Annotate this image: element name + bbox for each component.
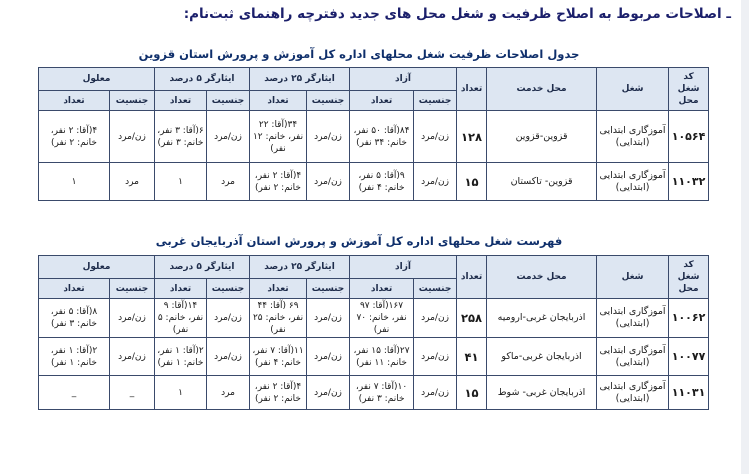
west-azarbaijan-table [38,255,709,410]
job-header: شغل [597,68,669,111]
free-gender-cell: زن/مرد [414,338,457,376]
isargar5-header: ایثارگر ۵ درصد [155,68,250,91]
isargar25-gender-cell: زن/مرد [307,376,350,410]
free-gender-cell: زن/مرد [414,111,457,163]
count-header: تعداد [457,68,487,111]
gender-subheader: جنسیت [307,91,350,111]
job-code-cell: ۱۱۰۳۲ [669,163,709,201]
isargar5-gender-cell: مرد [207,376,250,410]
disabled-gender-cell: زن/مرد [110,338,155,376]
free-gender-cell: زن/مرد [414,163,457,201]
number-subheader: تعداد [39,279,110,299]
gender-subheader: جنسیت [207,279,250,299]
job-code-cell: ۱۰۵۶۴ [669,111,709,163]
isargar5-count-cell: ۱۴(آقا: ۹ نفر، خانم: ۵ نفر) [155,299,207,338]
qazvin-capacity-table [38,67,709,201]
free-gender-cell: زن/مرد [414,376,457,410]
job-cell: آموزگاری ابتدایی (ابتدایی) [597,299,669,338]
disabled-count-cell: ۲(آقا: ۱ نفر، خانم: ۱ نفر) [39,338,110,376]
free-count-cell: ۱۶۷(آقا: ۹۷ نفر، خانم: ۷۰ نفر) [350,299,414,338]
job-code-cell: ۱۱۰۳۱ [669,376,709,410]
header-row [39,68,709,91]
isargar5-count-cell: ۲(آقا: ۱ نفر، خانم: ۱ نفر) [155,338,207,376]
place-header: محل خدمت [487,68,597,111]
isargar5-count-cell: ۱ [155,376,207,410]
free-count-cell: ۱۰(آقا: ۷ نفر، خانم: ۳ نفر) [350,376,414,410]
isargar25-gender-cell: زن/مرد [307,299,350,338]
number-subheader: تعداد [350,279,414,299]
job-code-cell: ۱۰۰۶۲ [669,299,709,338]
free-count-cell: ۹(آقا: ۵ نفر، خانم: ۴ نفر) [350,163,414,201]
number-subheader: تعداد [350,91,414,111]
place-cell: قزوین-قزوین [487,111,597,163]
disabled-gender-cell: مرد [110,163,155,201]
job-cell: آموزگاری ابتدایی (ابتدایی) [597,376,669,410]
isargar25-count-cell: ۶۹ (آقا: ۴۴ نفر، خانم: ۲۵ نفر) [250,299,307,338]
isargar5-header: ایثارگر ۵ درصد [155,256,250,279]
number-subheader: تعداد [250,91,307,111]
free-header: آزاد [350,256,457,279]
isargar5-gender-cell: زن/مرد [207,338,250,376]
number-subheader: تعداد [39,91,110,111]
table-row [39,111,709,163]
disabled-gender-cell: زن/مرد [110,299,155,338]
number-subheader: تعداد [155,279,207,299]
isargar5-gender-cell: زن/مرد [207,111,250,163]
free-count-cell: ۸۴(آقا: ۵۰ نفر، خانم: ۳۴ نفر) [350,111,414,163]
count-cell: ۱۵ [457,376,487,410]
number-subheader: تعداد [155,91,207,111]
job-code-cell: ۱۰۰۷۷ [669,338,709,376]
table-row [39,338,709,376]
count-cell: ۱۲۸ [457,111,487,163]
disabled-gender-cell: _ [110,376,155,410]
gender-subheader: جنسیت [207,91,250,111]
isargar5-gender-cell: مرد [207,163,250,201]
gender-subheader: جنسیت [414,279,457,299]
header-row [39,256,709,279]
place-cell: قزوین- تاکستان [487,163,597,201]
isargar25-count-cell: ۱۱(آقا: ۷ نفر، خانم: ۴ نفر) [250,338,307,376]
disabled-count-cell: ۸(آقا: ۵ نفر، خانم: ۳ نفر) [39,299,110,338]
isargar25-count-cell: ۴(آقا: ۲ نفر، خانم: ۲ نفر) [250,376,307,410]
gender-subheader: جنسیت [110,279,155,299]
number-subheader: تعداد [250,279,307,299]
isargar25-gender-cell: زن/مرد [307,111,350,163]
place-cell: اذربایجان غربی-ارومیه [487,299,597,338]
code-header: کد شغل محل [669,68,709,111]
isargar5-gender-cell: زن/مرد [207,299,250,338]
table-row [39,299,709,338]
isargar5-count-cell: ۱ [155,163,207,201]
job-header: شغل [597,256,669,299]
job-cell: آموزگاری ابتدایی (ابتدایی) [597,111,669,163]
page-heading: ـ اصلاحات مربوط به اصلاح ظرفیت و شغل محل های جدید دفترچه راهنمای ثبت‌نام: [183,6,731,22]
job-cell: آموزگاری ابتدایی (ابتدایی) [597,338,669,376]
gender-subheader: جنسیت [307,279,350,299]
disabled-count-cell: ۴(آقا: ۲ نفر، خانم: ۲ نفر) [39,111,110,163]
free-header: آزاد [350,68,457,91]
disabled-header: معلول [39,256,155,279]
table-row [39,376,709,410]
place-cell: اذربایجان غربی- شوط [487,376,597,410]
isargar25-count-cell: ۳۴(آقا: ۲۲ نفر، خانم: ۱۲ نفر) [250,111,307,163]
free-gender-cell: زن/مرد [414,299,457,338]
count-cell: ۱۵ [457,163,487,201]
count-cell: ۲۵۸ [457,299,487,338]
job-cell: آموزگاری ابتدایی (ابتدایی) [597,163,669,201]
place-header: محل خدمت [487,256,597,299]
table2-caption: فهرست شغل محلهای اداره کل آموزش و پرورش استان آذربایجان غربی [155,234,563,248]
table-row [39,163,709,201]
isargar25-header: ایثارگر ۲۵ درصد [250,68,350,91]
gender-subheader: جنسیت [110,91,155,111]
page-edge [741,0,749,474]
free-count-cell: ۲۷(آقا: ۱۵ نفر، خانم: ۱۱ نفر) [350,338,414,376]
disabled-count-cell: ۱ [39,163,110,201]
place-cell: اذربایجان غربی-ماکو [487,338,597,376]
count-header: تعداد [457,256,487,299]
disabled-header: معلول [39,68,155,91]
disabled-gender-cell: زن/مرد [110,111,155,163]
isargar25-gender-cell: زن/مرد [307,338,350,376]
disabled-count-cell: _ [39,376,110,410]
count-cell: ۴۱ [457,338,487,376]
isargar5-count-cell: ۶(آقا: ۳ نفر، خانم: ۳ نفر) [155,111,207,163]
isargar25-header: ایثارگر ۲۵ درصد [250,256,350,279]
code-header: کد شغل محل [669,256,709,299]
isargar25-count-cell: ۴(آقا: ۲ نفر، خانم: ۲ نفر) [250,163,307,201]
gender-subheader: جنسیت [414,91,457,111]
isargar25-gender-cell: زن/مرد [307,163,350,201]
table1-caption: جدول اصلاحات ظرفیت شغل محلهای اداره کل آموزش و پرورش استان قزوین [138,47,580,61]
